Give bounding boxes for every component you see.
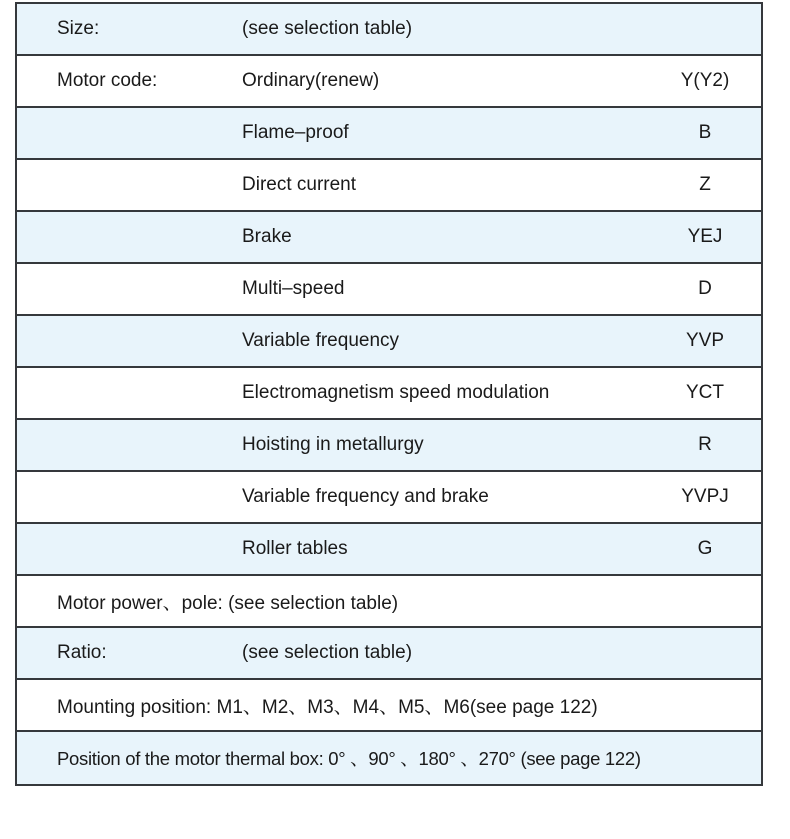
row-code: YEJ — [687, 226, 723, 247]
row-description: Hoisting in metallurgy — [242, 434, 424, 455]
row-description: Roller tables — [242, 538, 348, 559]
row-description: Direct current — [242, 174, 357, 195]
row-code: YVP — [685, 330, 725, 351]
table-row-electromagnetism — [17, 368, 761, 420]
row-description: Brake — [242, 226, 292, 247]
row-code: YVPJ — [681, 486, 729, 507]
table-row-ratio — [17, 628, 761, 680]
table-row-motor-power-pole — [17, 576, 761, 628]
row-label: Ratio: — [57, 642, 107, 663]
table-row-variable-frequency — [17, 316, 761, 368]
row-description: (see selection table) — [242, 18, 413, 39]
row-description: Flame–proof — [242, 122, 349, 143]
table-row-size — [17, 4, 761, 56]
table-row-motor-code — [17, 56, 761, 108]
row-description: Electromagnetism speed modulation — [242, 382, 550, 403]
row-description: Multi–speed — [242, 278, 345, 299]
row-description: (see selection table) — [242, 642, 413, 663]
table-row-roller-tables — [17, 524, 761, 576]
table-row-direct-current — [17, 160, 761, 212]
table-row-multi-speed — [17, 264, 761, 316]
row-code: Z — [699, 174, 711, 195]
row-code: D — [698, 278, 712, 299]
row-code: R — [698, 434, 712, 455]
row-full-text: Motor power、pole: (see selection table) — [57, 592, 399, 614]
motor-spec-table — [15, 2, 763, 786]
row-full-text: Mounting position: M1、M2、M3、M4、M5、M6(see page 122) — [57, 696, 598, 718]
table-row-flame-proof — [17, 108, 761, 160]
row-description: Ordinary(renew) — [242, 70, 380, 91]
row-description: Variable frequency and brake — [242, 486, 489, 507]
table-row-variable-frequency-brake — [17, 472, 761, 524]
row-code: B — [698, 122, 712, 143]
row-full-text: Position of the motor thermal box: 0° 、90° 、180° 、270° (see page 122) — [57, 748, 641, 769]
row-code: G — [697, 538, 713, 559]
table-row-thermal-box-position — [17, 732, 761, 784]
table-row-hoisting — [17, 420, 761, 472]
row-label: Size: — [57, 18, 100, 39]
row-code: Y(Y2) — [680, 70, 730, 91]
table-row-brake — [17, 212, 761, 264]
row-code: YCT — [686, 382, 724, 403]
row-label: Motor code: — [57, 70, 158, 91]
row-description: Variable frequency — [242, 330, 400, 351]
table-row-mounting-position — [17, 680, 761, 732]
